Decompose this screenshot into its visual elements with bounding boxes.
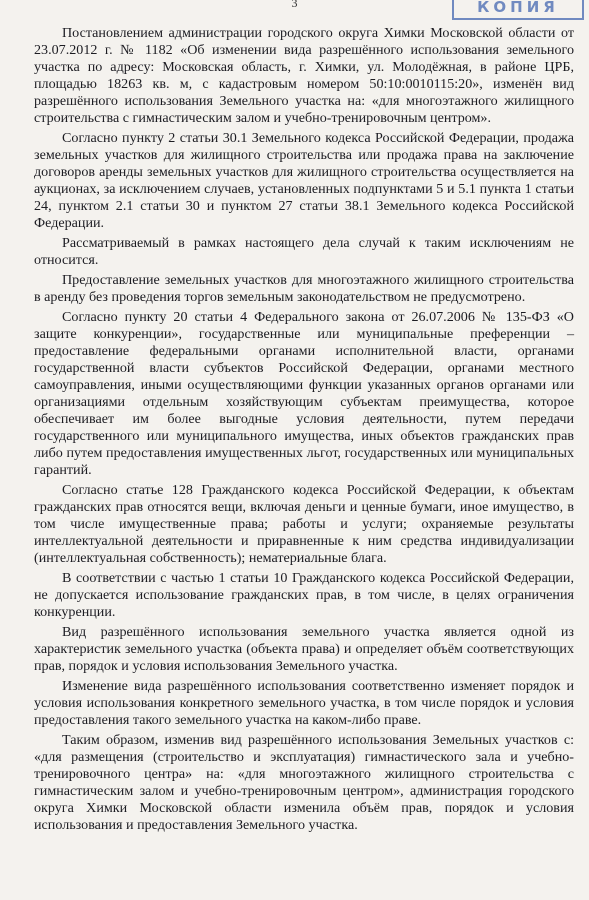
paragraph: Согласно пункту 20 статьи 4 Федерального закона от 26.07.2006 № 135-ФЗ «О защите конкуренции», государственные или муниципальные преференции – предоставление федеральными органами исполнительной власти, органами государственной власти субъектов Российской Федерации, органами местного самоуправления, иными осуществляющими функции указанных органов органами или организациями отдельным хозяйствующим субъектам преимущества, которое обеспечивает им более выгодные условия деятельности, путем передачи государственного или муниципального имущества, иных объектов гражданских прав либо путем предоставления имущественных льгот, государственных или муниципальных гарантий. <box>34 309 574 478</box>
paragraph: Предоставление земельных участков для многоэтажного жилищного строительства в аренду без проведения торгов земельным законодательством не предусмотрено. <box>34 272 574 305</box>
paragraph: Таким образом, изменив вид разрешённого использования Земельных участков с: «для размещения (строительство и эксплуатация) гимнастического зала и учебно-тренировочного центра» на: «для многоэтажного жилищного строительства с гимнастическим залом и учебно-тренировочным центром», администрация городского округа Химки Московской области изменила объём прав, порядок и условия использования и предоставления Земельного участка. <box>34 732 574 833</box>
paragraph: Согласно пункту 2 статьи 30.1 Земельного кодекса Российской Федерации, продажа земельных участков для жилищного строительства или продажа права на заключение договоров аренды земельных участков для жилищного строительства осуществляется на аукционах, за исключением случаев, установленных подпунктами 5 и 5.1 пункта 1 статьи 24, пунктом 2.1 статьи 30 и пунктом 27 статьи 38.1 Земельного кодекса Российской Федерации. <box>34 130 574 231</box>
copy-stamp: КОПИЯ <box>452 0 584 20</box>
paragraph: Вид разрешённого использования земельного участка является одной из характеристик земельного участка (объекта права) и определяет объём соответствующих прав, порядок и условия использования Земельного участка. <box>34 624 574 674</box>
page-number: 3 <box>291 0 298 10</box>
document-body <box>34 25 574 834</box>
paragraph: Рассматриваемый в рамках настоящего дела случай к таким исключениям не относится. <box>34 235 574 268</box>
paragraph: Изменение вида разрешённого использования соответственно изменяет порядок и условия использования конкретного земельного участка, в том числе порядок и условия предоставления такого земельного участка на каком-либо праве. <box>34 678 574 728</box>
paragraph: В соответствии с частью 1 статьи 10 Гражданского кодекса Российской Федерации, не допускается использование гражданских прав, в том числе, в целях ограничения конкуренции. <box>34 570 574 620</box>
paragraph: Постановлением администрации городского округа Химки Московской области от 23.07.2012 г. № 1182 «Об изменении вида разрешённого использования земельного участка по адресу: Московская область, г. Химки, ул. Молодёжная, в районе ЦРБ, площадью 18263 кв. м, с кадастровым номером 50:10:0010115:20», изменён вид разрешённого использования Земельного участка на: «для многоэтажного жилищного строительства с гимнастическим залом и учебно-тренировочным центром». <box>34 25 574 126</box>
paragraph: Согласно статье 128 Гражданского кодекса Российской Федерации, к объектам гражданских прав относятся вещи, включая деньги и ценные бумаги, иное имущество, в том числе имущественные права; работы и услуги; охраняемые результаты интеллектуальной деятельности и приравненные к ним средства индивидуализации (интеллектуальная собственность); нематериальные блага. <box>34 482 574 566</box>
